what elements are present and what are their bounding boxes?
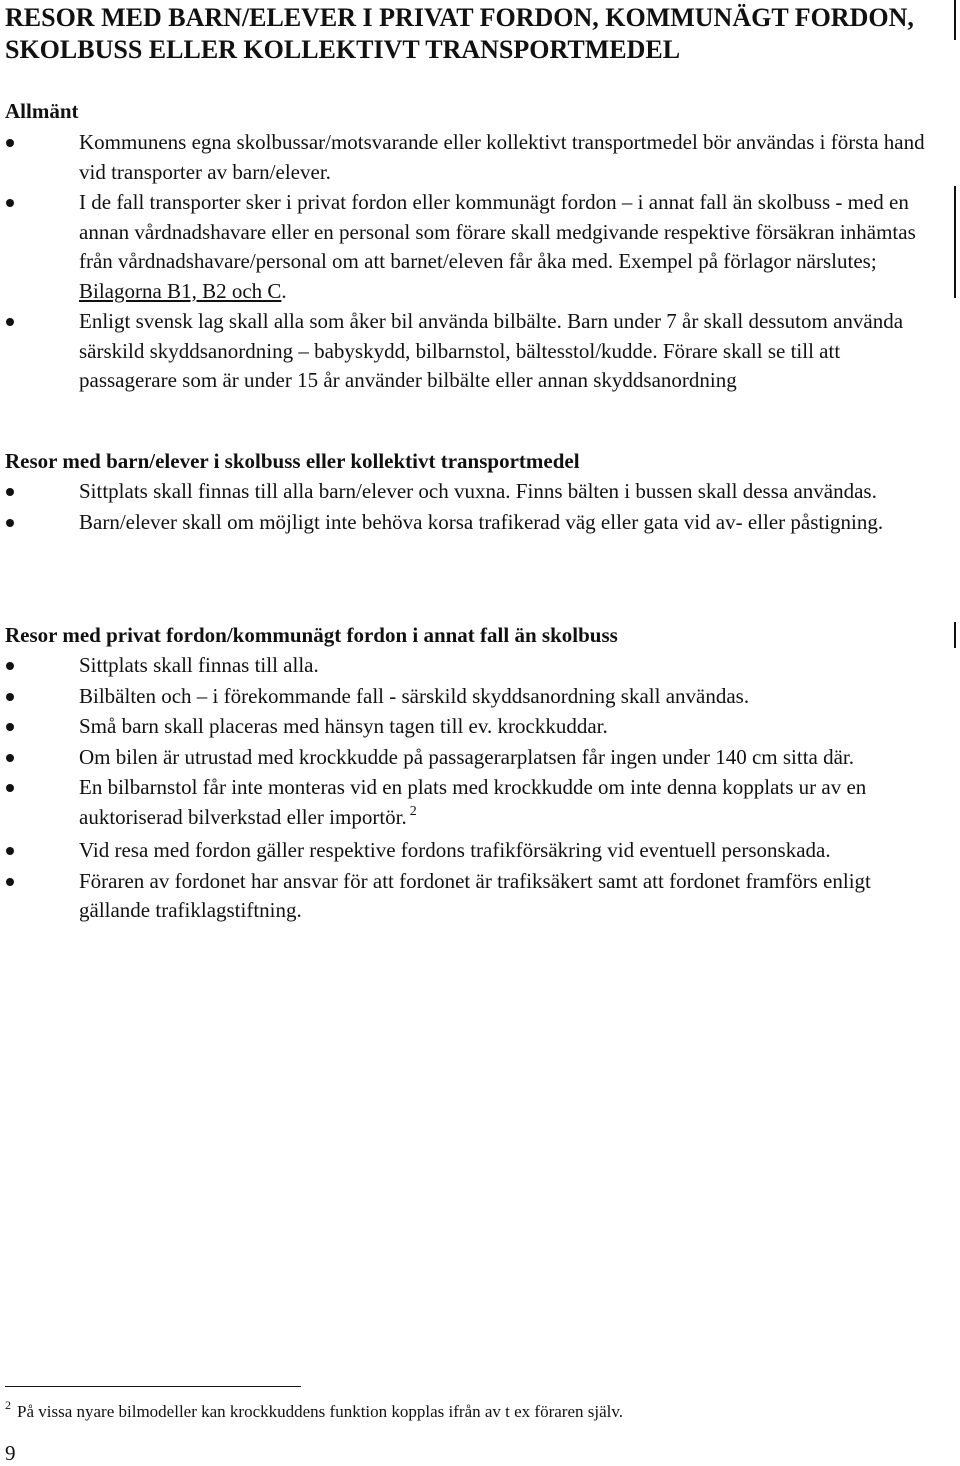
bullet-list-allmant	[0, 128, 930, 396]
list-item-text: Små barn skall placeras med hänsyn tagen till ev. krockkuddar.	[79, 714, 608, 738]
revision-change-bar	[954, 0, 956, 40]
bullet-icon	[6, 693, 14, 701]
list-item	[0, 188, 930, 306]
list-item-text: En bilbarnstol får inte monteras vid en plats med krockkudde om inte denna kopplats ur av en auktoriserad bilverkstad eller importör.	[79, 775, 867, 829]
bullet-icon	[6, 878, 14, 886]
footnote	[5, 1398, 624, 1424]
list-item	[0, 682, 930, 712]
page-number: 9	[5, 1441, 16, 1465]
section-heading-privat-fordon: Resor med privat fordon/kommunägt fordon i annat fall än skolbuss	[5, 623, 618, 647]
list-item	[0, 307, 930, 396]
list-item	[0, 743, 930, 773]
bullet-icon	[6, 199, 14, 207]
list-item-text: Om bilen är utrustad med krockkudde på passagerarplatsen får ingen under 140 cm sitta där.	[79, 744, 855, 769]
bullet-icon	[6, 754, 14, 762]
bullet-icon	[6, 519, 14, 527]
list-item	[0, 867, 930, 926]
section-heading-allmant: Allmänt	[5, 99, 79, 123]
list-item-text: Föraren av fordonet har ansvar för att fordonet är trafiksäkert samt att fordonet framförs enligt gällande trafiklagstiftning.	[79, 868, 871, 922]
list-item	[0, 477, 930, 507]
attachments-link[interactable]: Bilagorna B1, B2 och C	[79, 278, 282, 303]
list-item	[0, 128, 930, 187]
document-title: RESOR MED BARN/ELEVER I PRIVAT FORDON, KOMMUNÄGT FORDON, SKOLBUSS ELLER KOLLEKTIVT TRANSPORTMEDEL	[5, 3, 914, 64]
revision-change-bar	[954, 622, 956, 648]
list-item	[0, 651, 930, 681]
footnote-text: På vissa nyare bilmodeller kan krockkuddens funktion kopplas ifrån av t ex föraren själv.	[17, 1402, 624, 1421]
bullet-list-skolbuss	[0, 477, 930, 537]
revision-change-bar	[954, 186, 956, 298]
list-item-text: I de fall transporter sker i privat fordon eller kommunägt fordon – i annat fall än skolbuss - med en annan vårdnadshavare eller en personal som förare skall medgivande respektive försäkran inhämtas från vårdnadshavare/personal om att barnet/eleven får åka med. Exempel på förlagor närslutes;	[79, 190, 916, 273]
footnote-separator	[5, 1386, 301, 1387]
list-item-text: Kommunens egna skolbussar/motsvarande eller kollektivt transportmedel bör användas i första hand vid transporter av barn/elever.	[79, 130, 925, 184]
list-item	[0, 836, 930, 866]
bullet-list-privat-fordon	[0, 651, 930, 926]
bullet-icon	[6, 318, 14, 326]
bullet-icon	[6, 847, 14, 855]
footnote-mark: 2	[5, 1398, 11, 1412]
list-item-text: Vid resa med fordon gäller respektive fordons trafikförsäkring vid eventuell personskada.	[79, 838, 831, 862]
section-heading-skolbuss: Resor med barn/elever i skolbuss eller kollektivt transportmedel	[5, 449, 580, 473]
list-item-text: Barn/elever skall om möjligt inte behöva korsa trafikerad väg eller gata vid av- eller påstigning.	[79, 509, 884, 534]
bullet-icon	[6, 784, 14, 792]
bullet-icon	[6, 488, 14, 496]
list-item	[0, 508, 930, 538]
list-item-text-end: .	[281, 278, 287, 303]
list-item-text: Sittplats skall finnas till alla.	[79, 653, 319, 677]
list-item	[0, 712, 930, 742]
list-item-text: Sittplats skall finnas till alla barn/elever och vuxna. Finns bälten i bussen skall dessa användas.	[79, 479, 877, 503]
list-item-text: Enligt svensk lag skall alla som åker bil använda bilbälte. Barn under 7 år skall dessutom använda särskild skyddsanordning – babyskydd, bilbarnstol, bältesstol/kudde. Förare skall se till att passagerare som är under 15 år använder bilbälte eller annan skyddsanordning	[79, 309, 904, 392]
list-item-text: Bilbälten och – i förekommande fall - särskild skyddsanordning skall användas.	[79, 683, 750, 708]
bullet-icon	[6, 139, 14, 147]
bullet-icon	[6, 662, 14, 670]
bullet-icon	[6, 723, 14, 731]
list-item	[0, 773, 930, 835]
footnote-reference[interactable]: 2	[409, 803, 417, 819]
